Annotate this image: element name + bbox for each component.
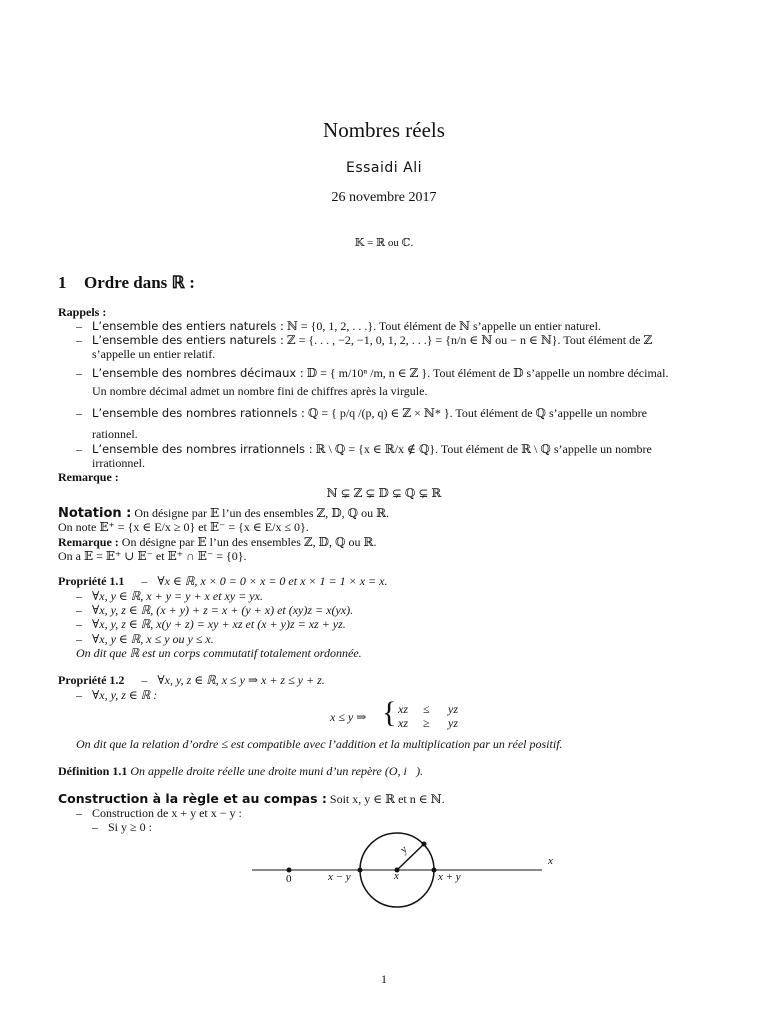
propriete2-conclusion: On dit que la relation d’ordre ≤ est compatible avec l’addition et la multiplication par un réel positif.: [76, 737, 563, 751]
radius-label: y: [397, 843, 410, 856]
propriete-1-1: Propriété 1.1 – ∀x ∈ ℝ, x × 0 = 0 × x = 0 et x × 1 = 1 × x = x.: [58, 574, 388, 588]
definition-1-1: Définition 1.1 On appelle droite réelle une droite muni d’un repère (O, i⃗).: [58, 764, 424, 778]
origin-point: [287, 868, 292, 873]
rappel-item: – L’ensemble des nombres irrationnels : ℝ \ ℚ = {x ∈ ℝ/x ∉ ℚ}. Tout élément de ℝ \ ℚ s’appelle un nombre: [76, 442, 652, 456]
rappel-item-cont: Un nombre décimal admet un nombre fini de chiffres après la virgule.: [92, 384, 428, 398]
date: 26 novembre 2017: [331, 190, 437, 205]
rappels-heading: Rappels :: [58, 305, 107, 319]
remarque2-line2: On a 𝔼 = 𝔼⁺ ∪ 𝔼⁻ et 𝔼⁺ ∩ 𝔼⁻ = {0}.: [58, 549, 247, 563]
section-title: Ordre dans ℝ :: [84, 273, 195, 292]
center-label: x: [394, 870, 399, 882]
notation-line: Notation : On désigne par 𝔼 l’un des ensembles ℤ, 𝔻, ℚ ou ℝ.: [58, 506, 390, 521]
propriete-item: – ∀x, y, z ∈ ℝ, (x + y) + z = x + (y + x) et (xy)z = x(yx).: [76, 603, 354, 617]
propriete-item: – ∀x, y, z ∈ ℝ, x(y + z) = xy + xz et (x + y)z = xz + yz.: [76, 617, 346, 631]
page-title: Nombres réels: [323, 118, 445, 142]
propriete-1-2: Propriété 1.2 – ∀x, y, z ∈ ℝ, x ≤ y ⇒ x + z ≤ y + z.: [58, 673, 325, 687]
rappel-item-cont: irrationnel.: [92, 456, 145, 470]
author: Essaidi Ali: [346, 160, 422, 176]
rappel-item: – L’ensemble des entiers naturels : ℤ = {. . . , −2, −1, 0, 1, 2, . . .} = {n/n ∈ ℕ ou − n ∈ ℕ}. Tout élément de ℤ: [76, 333, 653, 347]
propriete-item: – ∀x, y, z ∈ ℝ :: [76, 688, 158, 702]
radius-end-point: [422, 842, 427, 847]
rappel-item: – L’ensemble des entiers naturels : ℕ = {0, 1, 2, . . .}. Tout élément de ℕ s’appelle un entier naturel.: [76, 319, 601, 333]
minus-point: [358, 868, 363, 873]
plus-point: [432, 868, 437, 873]
rappel-item-cont: rationnel.: [92, 427, 138, 441]
notation-line2: On note 𝔼⁺ = {x ∈ E/x ≥ 0} et 𝔼⁻ = {x ∈ E/x ≤ 0}.: [58, 520, 309, 534]
rappel-item-cont: s’appelle un entier relatif.: [92, 347, 216, 361]
construction-subitem: – Si y ≥ 0 :: [92, 820, 152, 834]
remarque2-line: Remarque : On désigne par 𝔼 l’un des ensembles ℤ, 𝔻, ℚ ou ℝ.: [58, 535, 377, 549]
rappel-item: – L’ensemble des nombres rationnels : ℚ = { p/q /(p, q) ∈ ℤ × ℕ* }. Tout élément de ℚ s’appelle un nombre: [76, 406, 647, 420]
axis-label: x: [548, 855, 553, 867]
construction-heading: Construction à la règle et au compas : Soit x, y ∈ ℝ et n ∈ ℕ.: [58, 791, 445, 806]
propriete-conclusion: On dit que ℝ est un corps commutatif totalement ordonnée.: [76, 646, 362, 660]
minus-label: x − y: [328, 871, 351, 883]
propriete-item: – ∀x, y ∈ ℝ, x ≤ y ou y ≤ x.: [76, 632, 214, 646]
k-definition: 𝕂 = ℝ ou ℂ.: [354, 237, 414, 249]
remarque-heading: Remarque :: [58, 470, 119, 484]
page-number: 1: [381, 972, 387, 986]
rappel-item: – L’ensemble des nombres décimaux : 𝔻 = { m/10ⁿ /m, n ∈ ℤ }. Tout élément de 𝔻 s’appelle un nombre décimal.: [76, 366, 669, 380]
plus-label: x + y: [438, 871, 461, 883]
origin-label: 0: [286, 873, 292, 885]
section-number: 1: [58, 273, 67, 292]
propriete-item: – ∀x, y ∈ ℝ, x + y = y + x et xy = yx.: [76, 589, 263, 603]
inclusion-formula: ℕ ⊊ ℤ ⊊ 𝔻 ⊊ ℚ ⊊ ℝ: [326, 486, 442, 500]
construction-item: – Construction de x + y et x − y :: [76, 806, 242, 820]
